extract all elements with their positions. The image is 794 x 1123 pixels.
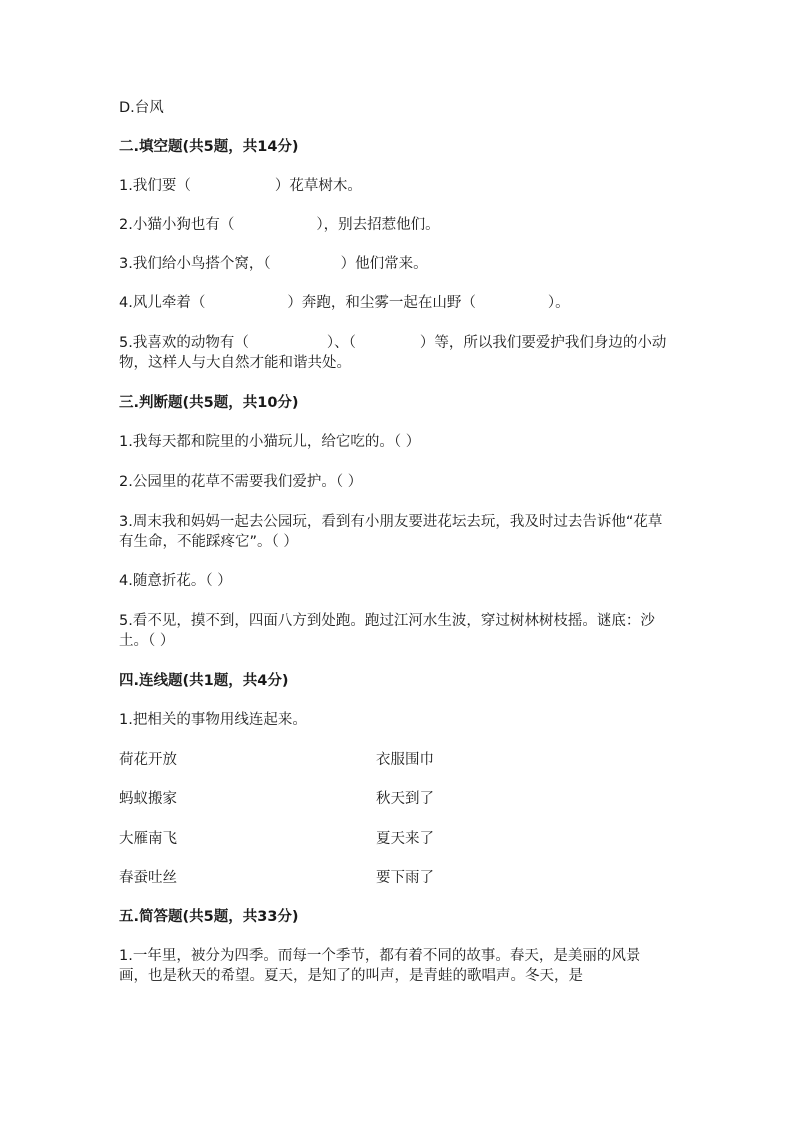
fill-question-3	[119, 254, 679, 274]
fill-q4-part-a: 4.风儿牵着（	[119, 295, 206, 311]
fill-question-2	[119, 215, 679, 235]
judge-question-4: 4.随意折花。（ ）	[119, 573, 232, 589]
judge-question-5: 5.看不见，摸不到，四面八方到处跑。跑过江河水生波，穿过树林树枝摇。谜底：沙土。（ ）	[119, 613, 655, 649]
fill-q1-part-a: 1.我们要（	[119, 178, 191, 194]
match-left-item[interactable]: 大雁南飞	[119, 831, 177, 847]
fill-question-4	[119, 293, 679, 313]
section2-heading: 二.填空题(共5题，共14分)	[119, 139, 299, 155]
fill-q5-part-b: ）、（	[326, 335, 356, 351]
fill-q3-part-b: ）他们常来。	[340, 256, 428, 272]
fill-q2-part-b: ），别去招惹他们。	[316, 217, 440, 233]
fill-q2-part-a: 2.小猫小狗也有（	[119, 217, 235, 233]
short-answer-question-1: 1.一年里，被分为四季。而每一个季节，都有着不同的故事。春天，是美丽的风景画，也是秋天的希望。夏天，是知了的叫声，是青蛙的歌唱声。冬天，是	[119, 948, 641, 984]
fill-question-5	[119, 333, 667, 373]
fill-q5-part-c: ）等，所以我们要爱护我们身边的小动物，这样人与大自然才能和谐共处。	[119, 335, 667, 371]
section3-heading: 三.判断题(共5题，共10分)	[119, 395, 299, 411]
match-left-item[interactable]: 春蚕吐丝	[119, 870, 177, 886]
match-left-item[interactable]: 荷花开放	[119, 752, 177, 768]
option-d: D.台风	[119, 100, 164, 116]
fill-q5-part-a: 5.我喜欢的动物有（	[119, 335, 249, 351]
judge-question-2: 2.公园里的花草不需要我们爱护。（ ）	[119, 474, 363, 490]
match-right-item[interactable]: 秋天到了	[376, 791, 434, 807]
fill-q4-part-c: ）。	[547, 295, 570, 311]
match-question-1: 1.把相关的事物用线连起来。	[119, 712, 307, 728]
section4-heading: 四.连线题(共1题，共4分)	[119, 673, 289, 689]
fill-q3-part-a: 3.我们给小鸟搭个窝，（	[119, 256, 271, 272]
match-left-item[interactable]: 蚂蚁搬家	[119, 791, 177, 807]
fill-question-1	[119, 176, 679, 196]
match-right-item[interactable]: 要下雨了	[376, 870, 434, 886]
judge-question-1: 1.我每天都和院里的小猫玩儿，给它吃的。（ ）	[119, 434, 421, 450]
judge-question-3: 3.周末我和妈妈一起去公园玩，看到有小朋友要进花坛去玩，我及时过去告诉他“花草有生命，不能踩疼它”。（ ）	[119, 514, 663, 550]
match-right-item[interactable]: 衣服围巾	[376, 752, 434, 768]
fill-q1-part-b: ）花草树木。	[274, 178, 362, 194]
fill-q4-part-b: ）奔跑，和尘雾一起在山野（	[287, 295, 476, 311]
section5-heading: 五.简答题(共5题，共33分)	[119, 909, 299, 925]
match-right-item[interactable]: 夏天来了	[376, 831, 434, 847]
